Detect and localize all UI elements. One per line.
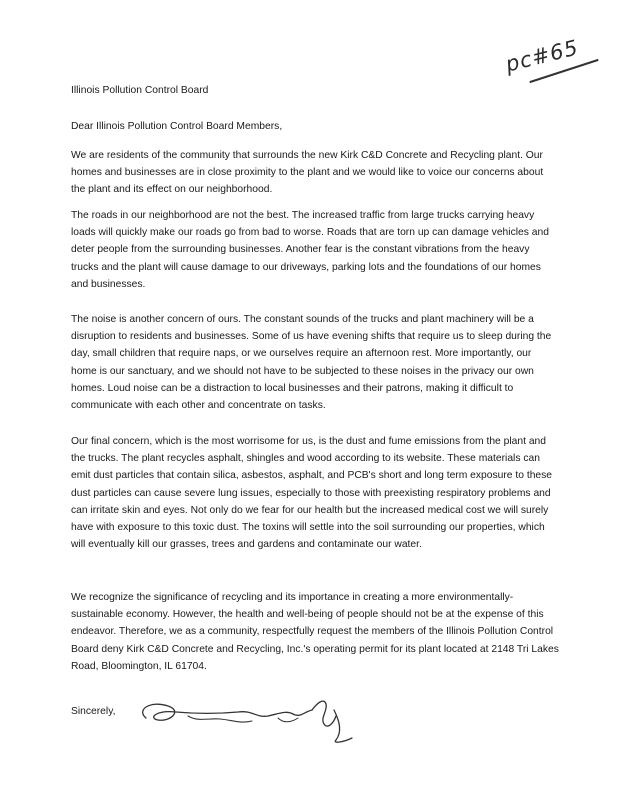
handwritten-signature [128,688,360,750]
paragraph-roads-concern: The roads in our neighborhood are not the best. The increased traffic from large trucks carrying heavy loads will quickly make our roads go from bad to worse. Roads that are torn up can damage vehicles and deter people from the surrounding businesses. Another fear is the constant vibrations from the heavy trucks and the plant will cause damage to our driveways, parking lots and the foundations of our homes and businesses. [71,210,549,290]
letter-addressee: Illinois Pollution Control Board [71,85,209,96]
paragraph-dust-concern: Our final concern, which is the most worrisome for us, is the dust and fume emissions from the plant and the trucks. The plant recycles asphalt, shingles and wood according to its website. These materials can emit dust particles that contain silica, asbestos, asphalt, and PCB's short and long term exposure to these dust particles can cause severe lung issues, especially to those with preexisting respiratory problems and can irritate skin and eyes. Not only do we fear for our health but the increased medical cost we will surely have with exposure to this toxic dust. The toxins will settle into the soil surrounding our properties, which will eventually kill our grasses, trees and gardens and contaminate our water. [71,436,553,551]
paragraph-introduction: We are residents of the community that surrounds the new Kirk C&D Concrete and Recycling plant. Our homes and businesses are in close proximity to the plant and we would like to voice our concerns about the plant and its effect on our neighborhood. [71,150,544,196]
handwritten-docket-stamp: pc#65 [503,35,582,77]
paragraph-noise-concern: The noise is another concern of ours. The constant sounds of the trucks and plant machinery will be a disruption to residents and businesses. Some of us have evening shifts that require us to sleep during the day, small children that require naps, or we ourselves require an afternoon rest. More importantly, our home is our sanctuary, and we should not have to be subjected to these noises in the privacy our own homes. Loud noise can be a distraction to local businesses and their patrons, making it difficult to communicate with each other and concentrate on tasks. [71,314,552,412]
paragraph-request: We recognize the significance of recycling and its importance in creating a more environmentally-sustainable economy. However, the health and well-being of people should not be at the expense of this endeavor. Therefore, we as a community, respectfully request the members of the Illinois Pollution Control Board deny Kirk C&D Concrete and Recycling, Inc.'s operating permit for its plant located at 2148 Tri Lakes Road, Bloomington, IL 61704. [71,592,559,672]
letter-salutation: Dear Illinois Pollution Control Board Members, [71,121,283,132]
letter-closing: Sincerely, [71,706,116,717]
